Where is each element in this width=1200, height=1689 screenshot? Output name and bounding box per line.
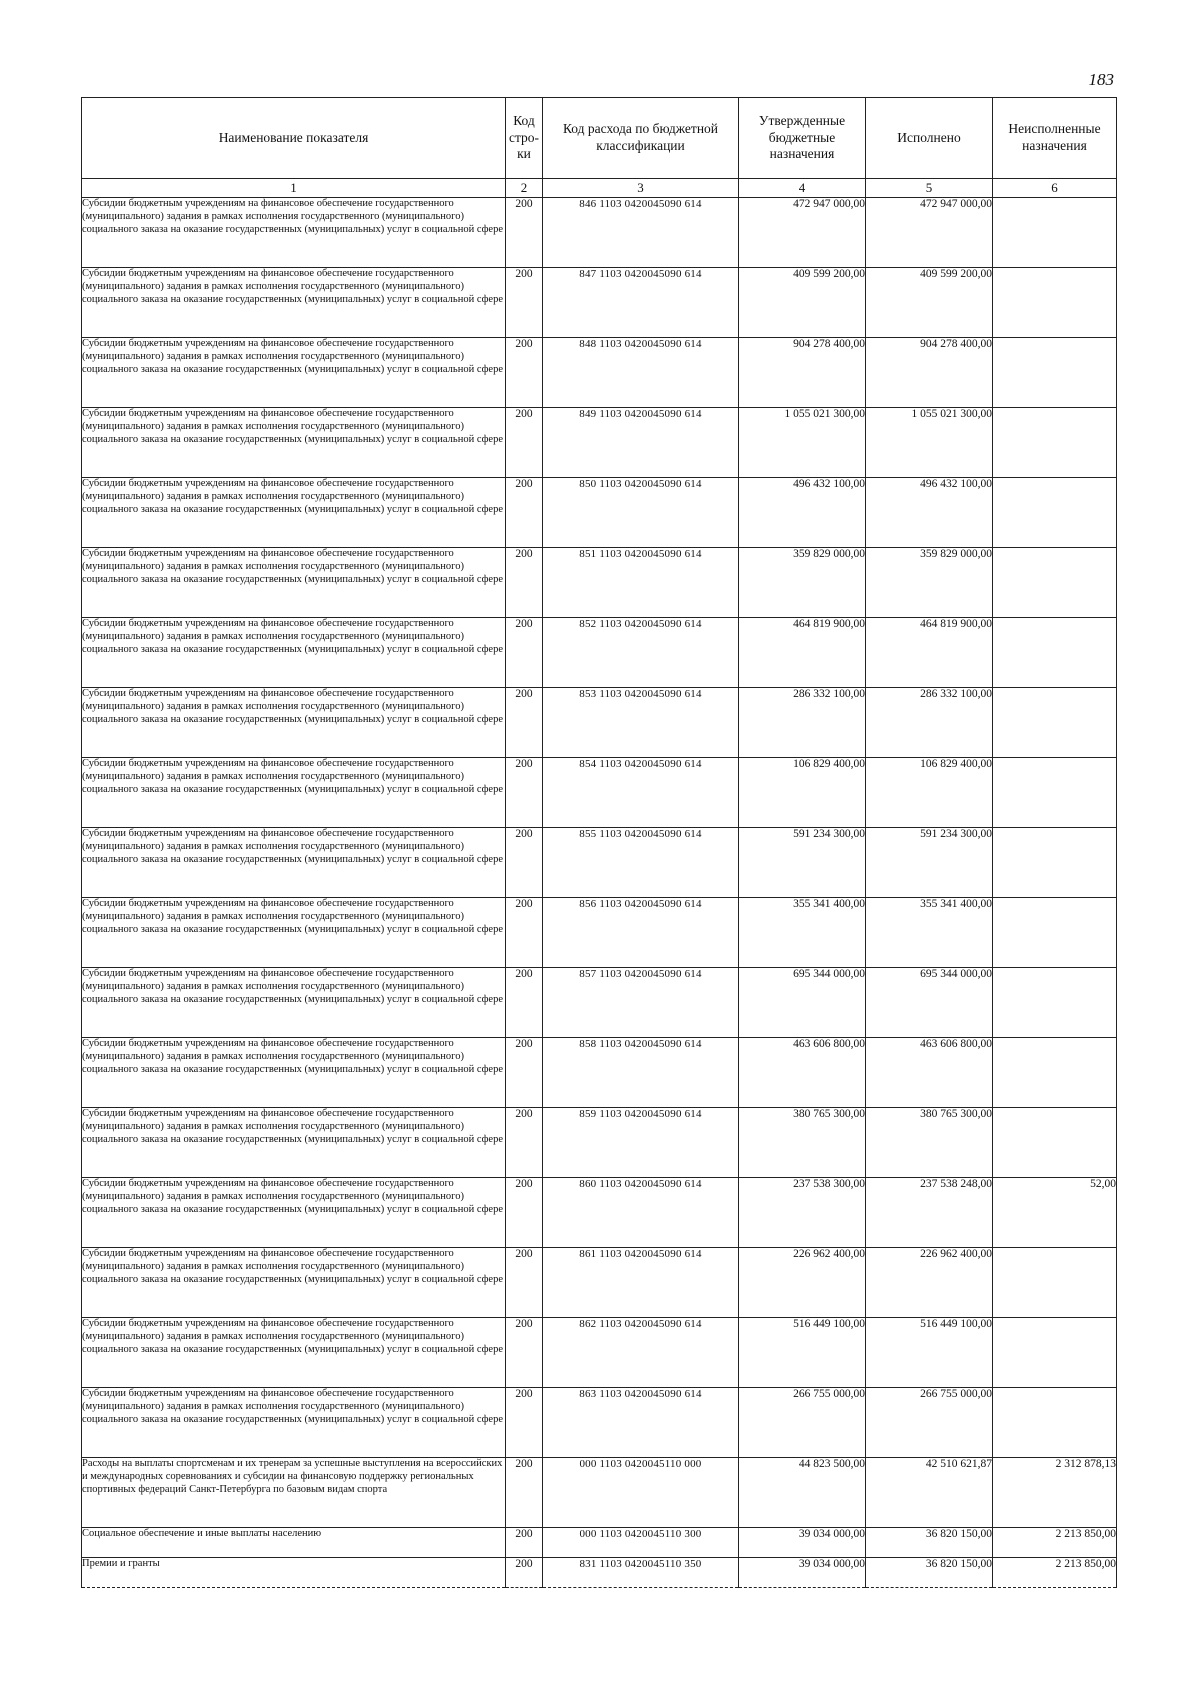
row-unexecuted-cell: 2 213 850,00 [993,1528,1117,1558]
row-approved-cell: 39 034 000,00 [739,1528,866,1558]
row-name-cell: Субсидии бюджетным учреждениям на финансовое обеспечение государственного (муниципального) задания в рамках исполнения государственного (муниципального) социального заказа на оказание государственных (муниципальных) услуг в социальной сфере [82,1178,506,1248]
row-executed-cell: 904 278 400,00 [866,338,993,408]
row-line-code-cell: 200 [506,268,543,338]
row-unexecuted-cell: 2 312 878,13 [993,1458,1117,1528]
row-executed-cell: 464 819 900,00 [866,618,993,688]
row-name-cell: Субсидии бюджетным учреждениям на финансовое обеспечение государственного (муниципального) задания в рамках исполнения государственного (муниципального) социального заказа на оказание государственных (муниципальных) услуг в социальной сфере [82,198,506,268]
row-budget-code-cell: 860 1103 0420045090 614 [543,1178,739,1248]
row-executed-cell: 286 332 100,00 [866,688,993,758]
page-number: 183 [1088,70,1114,89]
row-unexecuted-cell [993,1318,1117,1388]
row-line-code-cell: 200 [506,1388,543,1458]
col-number-5: 5 [866,179,993,198]
col-header-name: Наименование показателя [82,98,506,179]
table-body [82,198,1117,1588]
row-approved-cell: 237 538 300,00 [739,1178,866,1248]
row-name-cell: Субсидии бюджетным учреждениям на финансовое обеспечение государственного (муниципального) задания в рамках исполнения государственного (муниципального) социального заказа на оказание государственных (муниципальных) услуг в социальной сфере [82,408,506,478]
row-executed-cell: 42 510 621,87 [866,1458,993,1528]
table-row [82,1388,1117,1458]
budget-report-table [81,97,1117,1588]
row-line-code-cell: 200 [506,828,543,898]
row-budget-code-cell: 000 1103 0420045110 000 [543,1458,739,1528]
row-name-cell: Субсидии бюджетным учреждениям на финансовое обеспечение государственного (муниципального) задания в рамках исполнения государственного (муниципального) социального заказа на оказание государственных (муниципальных) услуг в социальной сфере [82,1318,506,1388]
row-name-cell: Субсидии бюджетным учреждениям на финансовое обеспечение государственного (муниципального) задания в рамках исполнения государственного (муниципального) социального заказа на оказание государственных (муниципальных) услуг в социальной сфере [82,1038,506,1108]
row-executed-cell: 591 234 300,00 [866,828,993,898]
col-number-1: 1 [82,179,506,198]
row-unexecuted-cell [993,1108,1117,1178]
row-unexecuted-cell [993,968,1117,1038]
row-executed-cell: 380 765 300,00 [866,1108,993,1178]
row-name-cell: Субсидии бюджетным учреждениям на финансовое обеспечение государственного (муниципального) задания в рамках исполнения государственного (муниципального) социального заказа на оказание государственных (муниципальных) услуг в социальной сфере [82,758,506,828]
row-executed-cell: 472 947 000,00 [866,198,993,268]
row-name-cell: Субсидии бюджетным учреждениям на финансовое обеспечение государственного (муниципального) задания в рамках исполнения государственного (муниципального) социального заказа на оказание государственных (муниципальных) услуг в социальной сфере [82,1388,506,1458]
table-row [82,1038,1117,1108]
row-executed-cell: 463 606 800,00 [866,1038,993,1108]
row-budget-code-cell: 862 1103 0420045090 614 [543,1318,739,1388]
table-row [82,338,1117,408]
row-name-cell: Социальное обеспечение и иные выплаты населению [82,1528,506,1558]
row-approved-cell: 464 819 900,00 [739,618,866,688]
table-row [82,1178,1117,1248]
row-unexecuted-cell [993,268,1117,338]
row-unexecuted-cell [993,1388,1117,1458]
table-row [82,828,1117,898]
row-budget-code-cell: 000 1103 0420045110 300 [543,1528,739,1558]
col-header-line-code: Код стро-ки [506,98,543,179]
row-line-code-cell: 200 [506,338,543,408]
row-name-cell: Субсидии бюджетным учреждениям на финансовое обеспечение государственного (муниципального) задания в рамках исполнения государственного (муниципального) социального заказа на оказание государственных (муниципальных) услуг в социальной сфере [82,618,506,688]
row-executed-cell: 1 055 021 300,00 [866,408,993,478]
row-line-code-cell: 200 [506,968,543,1038]
row-unexecuted-cell: 52,00 [993,1178,1117,1248]
col-header-approved: Утвержденные бюджетные назначения [739,98,866,179]
row-executed-cell: 695 344 000,00 [866,968,993,1038]
row-budget-code-cell: 850 1103 0420045090 614 [543,478,739,548]
row-approved-cell: 359 829 000,00 [739,548,866,618]
table-row [82,1318,1117,1388]
row-approved-cell: 226 962 400,00 [739,1248,866,1318]
table-row [82,548,1117,618]
row-budget-code-cell: 846 1103 0420045090 614 [543,198,739,268]
row-approved-cell: 39 034 000,00 [739,1558,866,1588]
row-approved-cell: 44 823 500,00 [739,1458,866,1528]
row-approved-cell: 904 278 400,00 [739,338,866,408]
table-row [82,1558,1117,1588]
row-unexecuted-cell [993,548,1117,618]
row-executed-cell: 355 341 400,00 [866,898,993,968]
table-row [82,968,1117,1038]
row-approved-cell: 472 947 000,00 [739,198,866,268]
row-unexecuted-cell [993,198,1117,268]
table-row [82,268,1117,338]
row-budget-code-cell: 859 1103 0420045090 614 [543,1108,739,1178]
row-approved-cell: 286 332 100,00 [739,688,866,758]
row-name-cell: Субсидии бюджетным учреждениям на финансовое обеспечение государственного (муниципального) задания в рамках исполнения государственного (муниципального) социального заказа на оказание государственных (муниципальных) услуг в социальной сфере [82,968,506,1038]
row-name-cell: Премии и гранты [82,1558,506,1588]
row-line-code-cell: 200 [506,618,543,688]
row-line-code-cell: 200 [506,1558,543,1588]
row-line-code-cell: 200 [506,1248,543,1318]
row-name-cell: Субсидии бюджетным учреждениям на финансовое обеспечение государственного (муниципального) задания в рамках исполнения государственного (муниципального) социального заказа на оказание государственных (муниципальных) услуг в социальной сфере [82,1108,506,1178]
row-line-code-cell: 200 [506,688,543,758]
row-executed-cell: 409 599 200,00 [866,268,993,338]
table-row [82,688,1117,758]
row-line-code-cell: 200 [506,1528,543,1558]
row-line-code-cell: 200 [506,1108,543,1178]
row-executed-cell: 496 432 100,00 [866,478,993,548]
row-line-code-cell: 200 [506,548,543,618]
table-row [82,1528,1117,1558]
row-approved-cell: 695 344 000,00 [739,968,866,1038]
row-line-code-cell: 200 [506,198,543,268]
col-number-2: 2 [506,179,543,198]
row-unexecuted-cell [993,1248,1117,1318]
row-budget-code-cell: 848 1103 0420045090 614 [543,338,739,408]
row-unexecuted-cell [993,1038,1117,1108]
row-budget-code-cell: 861 1103 0420045090 614 [543,1248,739,1318]
table-row [82,478,1117,548]
col-number-4: 4 [739,179,866,198]
row-name-cell: Расходы на выплаты спортсменам и их тренерам за успешные выступления на всероссийских и международных соревнованиях и субсидии на финансовую поддержку региональных спортивных федераций Санкт-Петербурга по базовым видам спорта [82,1458,506,1528]
row-approved-cell: 409 599 200,00 [739,268,866,338]
row-approved-cell: 380 765 300,00 [739,1108,866,1178]
row-budget-code-cell: 851 1103 0420045090 614 [543,548,739,618]
col-number-3: 3 [543,179,739,198]
row-name-cell: Субсидии бюджетным учреждениям на финансовое обеспечение государственного (муниципального) задания в рамках исполнения государственного (муниципального) социального заказа на оказание государственных (муниципальных) услуг в социальной сфере [82,828,506,898]
row-name-cell: Субсидии бюджетным учреждениям на финансовое обеспечение государственного (муниципального) задания в рамках исполнения государственного (муниципального) социального заказа на оказание государственных (муниципальных) услуг в социальной сфере [82,548,506,618]
row-executed-cell: 36 820 150,00 [866,1528,993,1558]
row-budget-code-cell: 853 1103 0420045090 614 [543,688,739,758]
table-row [82,758,1117,828]
row-line-code-cell: 200 [506,898,543,968]
col-header-budget-code: Код расхода по бюджетной классификации [543,98,739,179]
table-header [82,98,1117,198]
row-budget-code-cell: 847 1103 0420045090 614 [543,268,739,338]
row-budget-code-cell: 849 1103 0420045090 614 [543,408,739,478]
row-unexecuted-cell [993,898,1117,968]
row-line-code-cell: 200 [506,758,543,828]
table-row [82,1108,1117,1178]
row-executed-cell: 226 962 400,00 [866,1248,993,1318]
row-name-cell: Субсидии бюджетным учреждениям на финансовое обеспечение государственного (муниципального) задания в рамках исполнения государственного (муниципального) социального заказа на оказание государственных (муниципальных) услуг в социальной сфере [82,688,506,758]
row-budget-code-cell: 854 1103 0420045090 614 [543,758,739,828]
row-budget-code-cell: 831 1103 0420045110 350 [543,1558,739,1588]
row-name-cell: Субсидии бюджетным учреждениям на финансовое обеспечение государственного (муниципального) задания в рамках исполнения государственного (муниципального) социального заказа на оказание государственных (муниципальных) услуг в социальной сфере [82,1248,506,1318]
row-executed-cell: 516 449 100,00 [866,1318,993,1388]
col-header-executed: Исполнено [866,98,993,179]
table-row [82,408,1117,478]
table-row [82,198,1117,268]
row-approved-cell: 516 449 100,00 [739,1318,866,1388]
row-budget-code-cell: 857 1103 0420045090 614 [543,968,739,1038]
row-executed-cell: 36 820 150,00 [866,1558,993,1588]
row-executed-cell: 106 829 400,00 [866,758,993,828]
row-budget-code-cell: 863 1103 0420045090 614 [543,1388,739,1458]
row-approved-cell: 463 606 800,00 [739,1038,866,1108]
row-line-code-cell: 200 [506,1318,543,1388]
row-budget-code-cell: 856 1103 0420045090 614 [543,898,739,968]
row-budget-code-cell: 852 1103 0420045090 614 [543,618,739,688]
row-approved-cell: 496 432 100,00 [739,478,866,548]
table-row [82,618,1117,688]
row-line-code-cell: 200 [506,408,543,478]
row-approved-cell: 355 341 400,00 [739,898,866,968]
row-line-code-cell: 200 [506,1178,543,1248]
row-executed-cell: 266 755 000,00 [866,1388,993,1458]
table-row [82,1248,1117,1318]
row-line-code-cell: 200 [506,1458,543,1528]
row-line-code-cell: 200 [506,1038,543,1108]
row-name-cell: Субсидии бюджетным учреждениям на финансовое обеспечение государственного (муниципального) задания в рамках исполнения государственного (муниципального) социального заказа на оказание государственных (муниципальных) услуг в социальной сфере [82,268,506,338]
row-budget-code-cell: 855 1103 0420045090 614 [543,828,739,898]
row-executed-cell: 237 538 248,00 [866,1178,993,1248]
row-executed-cell: 359 829 000,00 [866,548,993,618]
row-name-cell: Субсидии бюджетным учреждениям на финансовое обеспечение государственного (муниципального) задания в рамках исполнения государственного (муниципального) социального заказа на оказание государственных (муниципальных) услуг в социальной сфере [82,478,506,548]
row-approved-cell: 1 055 021 300,00 [739,408,866,478]
row-budget-code-cell: 858 1103 0420045090 614 [543,1038,739,1108]
row-unexecuted-cell [993,758,1117,828]
row-name-cell: Субсидии бюджетным учреждениям на финансовое обеспечение государственного (муниципального) задания в рамках исполнения государственного (муниципального) социального заказа на оказание государственных (муниципальных) услуг в социальной сфере [82,338,506,408]
row-unexecuted-cell [993,478,1117,548]
row-unexecuted-cell [993,828,1117,898]
table-row [82,1458,1117,1528]
row-unexecuted-cell [993,618,1117,688]
row-name-cell: Субсидии бюджетным учреждениям на финансовое обеспечение государственного (муниципального) задания в рамках исполнения государственного (муниципального) социального заказа на оказание государственных (муниципальных) услуг в социальной сфере [82,898,506,968]
row-approved-cell: 106 829 400,00 [739,758,866,828]
row-unexecuted-cell [993,338,1117,408]
table-row [82,898,1117,968]
row-unexecuted-cell [993,408,1117,478]
row-approved-cell: 591 234 300,00 [739,828,866,898]
col-number-6: 6 [993,179,1117,198]
row-approved-cell: 266 755 000,00 [739,1388,866,1458]
col-header-unexecuted: Неисполненные назначения [993,98,1117,179]
row-line-code-cell: 200 [506,478,543,548]
row-unexecuted-cell: 2 213 850,00 [993,1558,1117,1588]
row-unexecuted-cell [993,688,1117,758]
